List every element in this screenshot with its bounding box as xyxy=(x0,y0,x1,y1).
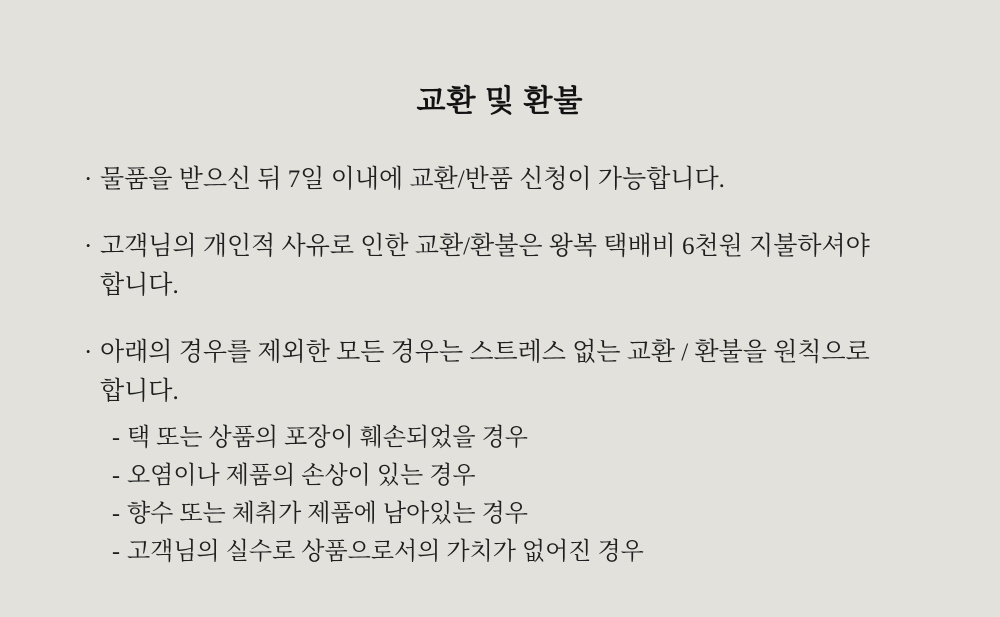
policy-sub-item xyxy=(112,419,930,457)
policy-bullet-item xyxy=(84,227,930,305)
policy-bullet-item xyxy=(84,333,930,571)
policy-bullet-body xyxy=(100,333,930,571)
policy-sub-item xyxy=(112,533,930,571)
policy-text-line: 물품을 받으신 뒤 7일 이내에 교환/반품 신청이 가능합니다. xyxy=(100,166,725,193)
policy-bullet-item xyxy=(84,160,930,199)
policy-text-line: 합니다. xyxy=(100,272,179,299)
policy-sub-item xyxy=(112,495,930,533)
dash-marker: - xyxy=(112,501,120,527)
page-title: 교환 및 환불 xyxy=(416,85,584,118)
bullet-marker: · xyxy=(84,166,93,193)
policy-sub-item-text: 오염이나 제품의 손상이 있는 경우 xyxy=(127,463,476,489)
policy-sub-item-text: 고객님의 실수로 상품으로서의 가치가 없어진 경우 xyxy=(127,539,644,565)
policy-text-line: 고객님의 개인적 사유로 인한 교환/환불은 왕복 택배비 6천원 지불하셔야 xyxy=(100,233,870,260)
policy-sub-item-text: 향수 또는 체취가 제품에 남아있는 경우 xyxy=(127,501,528,527)
policy-text-line: 아래의 경우를 제외한 모든 경우는 스트레스 없는 교환 / 환불을 원칙으로 xyxy=(100,339,870,366)
bullet-marker: · xyxy=(84,339,93,366)
policy-bullet-body xyxy=(100,160,930,199)
policy-content xyxy=(84,160,930,599)
policy-text-line: 합니다. xyxy=(100,378,179,405)
bullet-marker: · xyxy=(84,233,93,260)
policy-sub-item xyxy=(112,457,930,495)
policy-sub-item-text: 택 또는 상품의 포장이 훼손되었을 경우 xyxy=(127,425,528,451)
dash-marker: - xyxy=(112,425,120,451)
policy-sub-list xyxy=(112,419,930,571)
dash-marker: - xyxy=(112,539,120,565)
policy-bullet-body xyxy=(100,227,930,305)
dash-marker: - xyxy=(112,463,120,489)
